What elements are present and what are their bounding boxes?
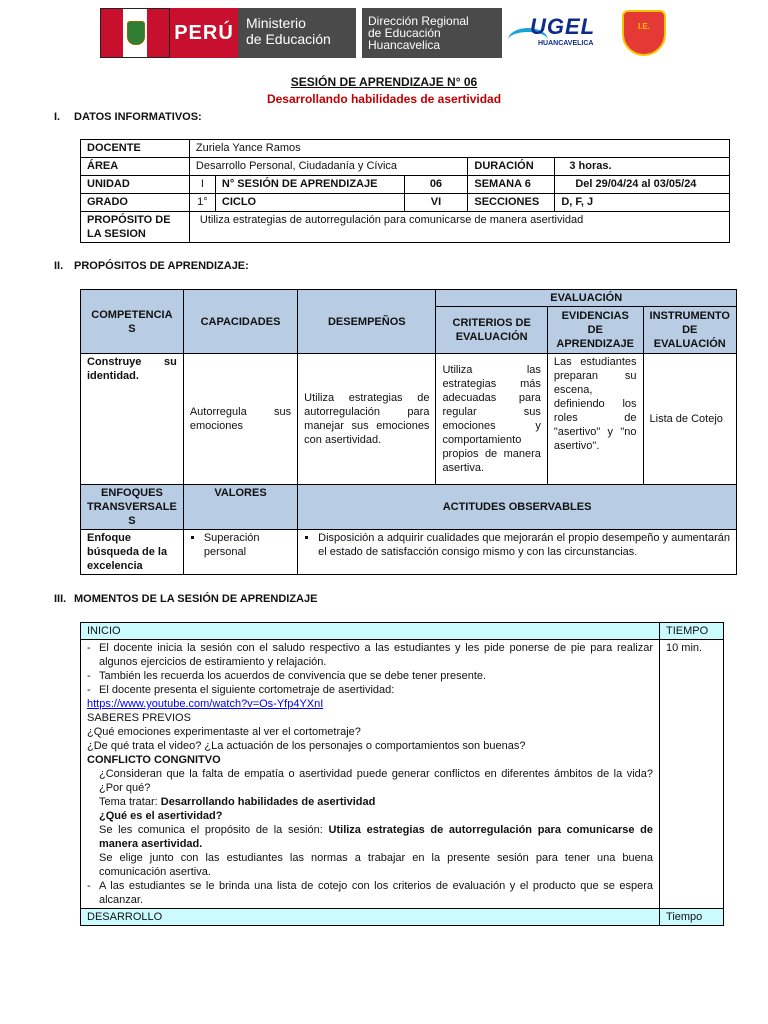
fechas-value: Del 29/04/24 al 03/05/24 xyxy=(555,176,730,194)
unidad-value: I xyxy=(189,176,215,194)
session-title: SESIÓN DE APRENDIZAJE N° 06 xyxy=(290,75,478,89)
sesion-value: 06 xyxy=(404,176,468,194)
area-label: ÁREA xyxy=(81,158,190,176)
section-heading-propositos: II. PROPÓSITOS DE APRENDIZAJE: xyxy=(54,260,249,272)
docente-label: DOCENTE xyxy=(81,140,190,158)
peru-logo: PERÚ xyxy=(170,8,238,58)
norms-line: Se elige junto con las estudiantes las normas a trabajar en la presente sesión para tener una buena comunicación asertiva. xyxy=(99,852,654,878)
saberes-previos-heading: SABERES PREVIOS xyxy=(87,712,191,724)
grado-value: 1° xyxy=(189,194,215,212)
moments-table xyxy=(80,622,724,926)
area-value: Desarrollo Personal, Ciudadanía y Cívica xyxy=(189,158,467,176)
semana-label: SEMANA 6 xyxy=(468,176,555,194)
duracion-label: DURACIÓN xyxy=(468,158,555,176)
section-heading-datos: I. DATOS INFORMATIVOS: xyxy=(54,111,202,123)
shield-icon xyxy=(127,21,145,45)
question-3: ¿Consideran que la falta de empatía o asertividad puede generar conflictos en diferentes ámbitos de la vida? ¿Por qué? xyxy=(99,768,654,794)
criterio-cell: Utiliza las estrategias más adecuadas para regular sus emociones y comportamiento propios de manera asertiva. xyxy=(436,354,547,485)
actitud-item: ▪ Disposición a adquirir cualidades que mejorarán el propio desempeño y aumentarán el estado de satisfacción consigo mismo y con las circunstancias. xyxy=(318,531,730,559)
header-competencias: COMPETENCIA S xyxy=(81,290,184,354)
purposes-table xyxy=(80,289,737,575)
docente-value: Zuriela Yance Ramos xyxy=(189,140,729,158)
unidad-label: UNIDAD xyxy=(81,176,190,194)
valor-item: ▪ Superación personal xyxy=(204,531,291,559)
inicio-content xyxy=(81,640,660,909)
ciclo-value: VI xyxy=(404,194,468,212)
actitud-cell xyxy=(298,530,737,575)
info-table xyxy=(80,139,730,243)
capacidad-cell: Autorregula sus emociones xyxy=(183,354,297,485)
ministry-logo: Ministerio de Educación xyxy=(238,8,358,58)
valor-cell xyxy=(183,530,297,575)
competencia-cell: Construye su identidad. xyxy=(81,354,184,485)
school-emblem: I.E. xyxy=(622,10,666,56)
inicio-step-3: - El docente presenta el siguiente cortometraje de asertividad: xyxy=(87,683,653,697)
question-4: ¿Qué es el asertividad? xyxy=(99,810,223,822)
inicio-step-2: - También les recuerda los acuerdos de convivencia que se debe tener presente. xyxy=(87,669,653,683)
tiempo-header-2: Tiempo xyxy=(660,909,724,926)
evidencia-cell: Las estudiantes preparan su escena, definiendo los roles de "asertivo" y "no asertivo". xyxy=(547,354,643,485)
video-link[interactable]: https://www.youtube.com/watch?v=Os-Yfp4YXnI xyxy=(87,698,324,710)
purpose-communication: Se les comunica el propósito de la sesión: Utiliza estrategias de autorregulación para comunicarse de manera asertividad. xyxy=(99,824,654,850)
desarrollo-header: DESARROLLO xyxy=(81,909,660,926)
header-evaluacion: EVALUACIÓN xyxy=(436,290,737,307)
section-heading-momentos: III. MOMENTOS DE LA SESIÓN DE APRENDIZAJE xyxy=(54,593,318,605)
header-instrumento: INSTRUMENTO DE EVALUACIÓN xyxy=(643,307,736,354)
proposito-value: Utiliza estrategias de autorregulación para comunicarse de manera asertividad xyxy=(189,212,729,243)
header-capacidades: CAPACIDADES xyxy=(183,290,297,354)
question-1: ¿Qué emociones experimentaste al ver el cortometraje? xyxy=(87,726,361,738)
ciclo-label: CICLO xyxy=(215,194,404,212)
header-valores: VALORES xyxy=(183,485,297,530)
header-criterios: CRITERIOS DE EVALUACIÓN xyxy=(436,307,547,354)
question-2: ¿De qué trata el video? ¿La actuación de los personajes o comportamientos son buenas? xyxy=(87,740,526,752)
conflicto-heading: CONFLICTO CONGNITVO xyxy=(87,754,221,766)
header-evidencias: EVIDENCIAS DE APRENDIZAJE xyxy=(547,307,643,354)
tema-line: Tema tratar: Desarrollando habilidades de asertividad xyxy=(99,796,376,808)
tiempo-header: TIEMPO xyxy=(660,623,724,640)
secciones-label: SECCIONES xyxy=(468,194,555,212)
header-actitudes: ACTITUDES OBSERVABLES xyxy=(298,485,737,530)
sesion-label: N° SESIÓN DE APRENDIZAJE xyxy=(215,176,404,194)
ugel-logo: UGEL HUANCAVELICA xyxy=(508,10,618,56)
header-banner xyxy=(100,6,670,60)
duracion-value: 3 horas. xyxy=(555,158,730,176)
proposito-label: PROPÓSITO DE LA SESION xyxy=(81,212,190,243)
instrumento-cell: Lista de Cotejo xyxy=(643,354,736,485)
grado-label: GRADO xyxy=(81,194,190,212)
secciones-value: D, F, J xyxy=(555,194,730,212)
session-subtitle: Desarrollando habilidades de asertividad xyxy=(266,92,502,106)
inicio-header: INICIO xyxy=(81,623,660,640)
regional-directorate-logo: Dirección Regional de Educación Huancavelica xyxy=(362,8,502,58)
inicio-step-1: - El docente inicia la sesión con el saludo respectivo a las estudiantes y les pide ponerse de pie para realizar algunos ejercicios de estiramiento y relajación. xyxy=(87,641,653,669)
tiempo-value: 10 min. xyxy=(660,640,724,909)
header-desempenos: DESEMPEÑOS xyxy=(298,290,436,354)
desempeno-cell: Utiliza estrategias de autorregulación para manejar sus emociones con asertividad. xyxy=(298,354,436,485)
header-enfoques: ENFOQUES TRANSVERSALE S xyxy=(81,485,184,530)
enfoque-cell: Enfoque búsqueda de la excelencia xyxy=(81,530,184,575)
peru-coat-of-arms-flag xyxy=(100,8,170,58)
inicio-step-4: - A las estudiantes se le brinda una lista de cotejo con los criterios de evaluación y el producto que se espera alcanzar. xyxy=(87,879,653,907)
